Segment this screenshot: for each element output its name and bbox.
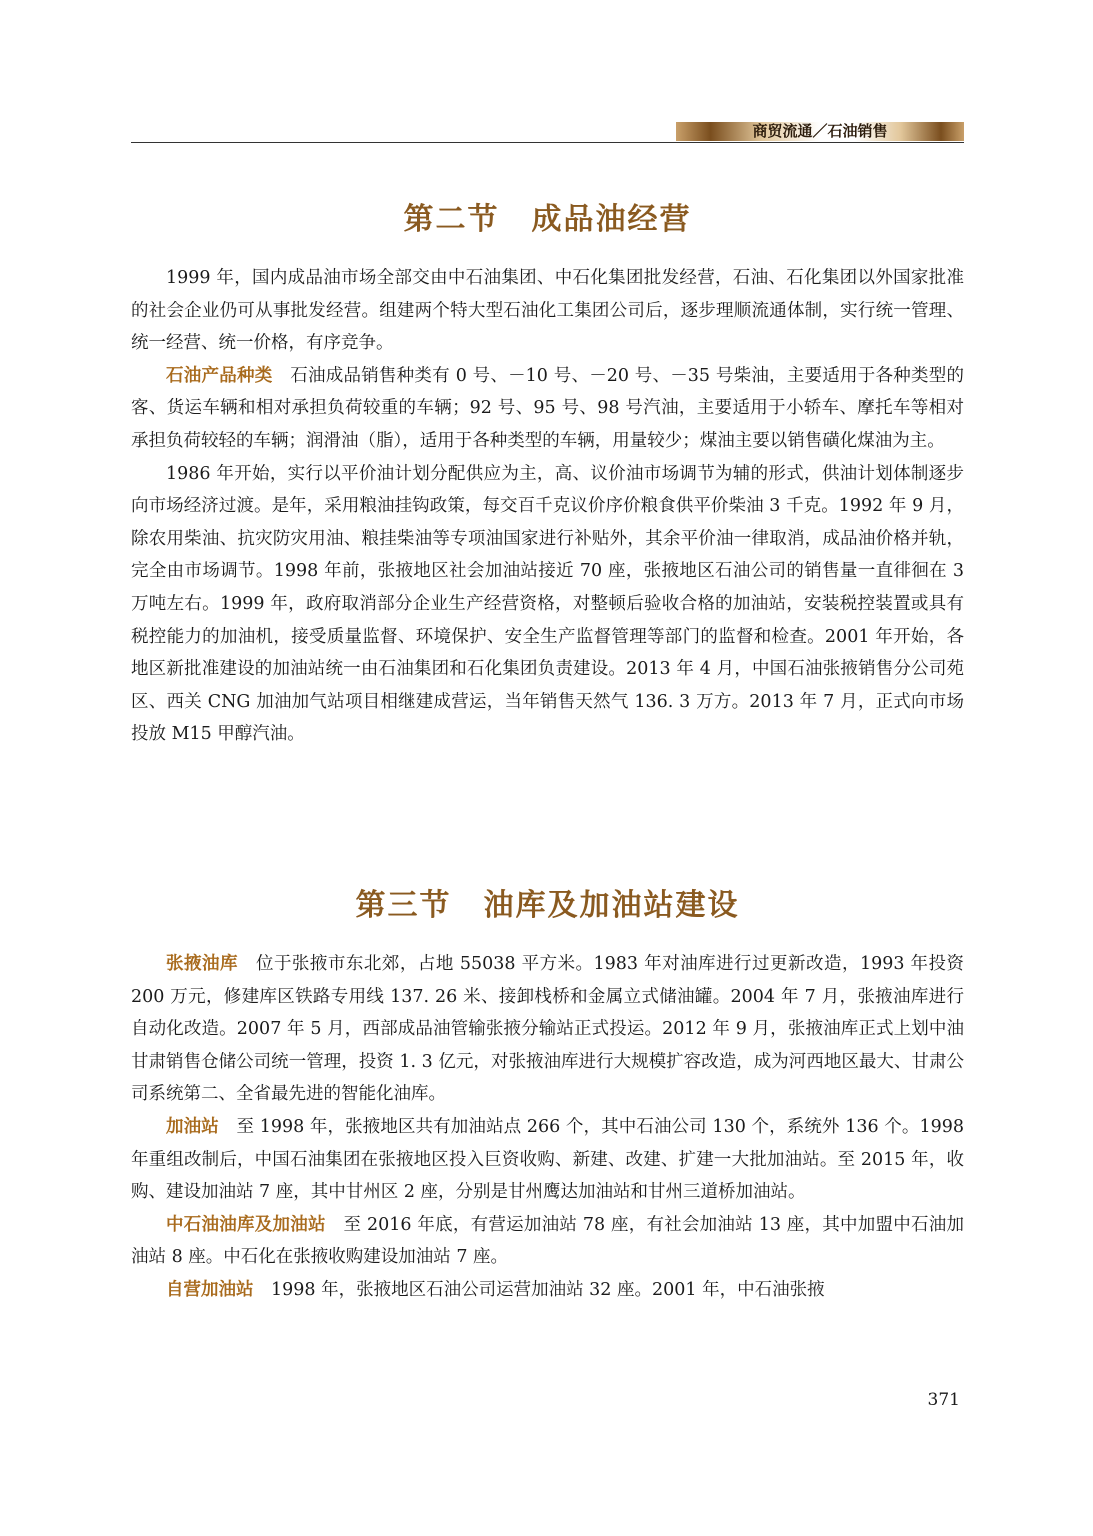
paragraph — [131, 948, 964, 1111]
paragraph — [131, 1111, 964, 1209]
header-rule — [131, 142, 964, 143]
paragraph — [131, 458, 964, 751]
section-2-body — [131, 262, 964, 751]
paragraph-text: 1986 年开始，实行以平价油计划分配供应为主，高、议价油市场调节为辅的形式，供油计划体制逐步向市场经济过渡。是年，采用粮油挂钩政策，每交百千克议价序价粮食供平价柴油 3 千克。1992 年 9 月，除农用柴油、抗灾防灾用油、粮挂柴油等专项油国家进行补贴外，其余平价油一律取消，成品油价格并轨，完全由市场调节。1998 年前，张掖地区社会加油站接近 70 座，张掖地区石油公司的销售量一直徘徊在 3 万吨左右。1999 年，政府取消部分企业生产经营资格，对整顿后验收合格的加油站，安装税控装置或具有税控能力的加油机，接受质量监督、环境保护、安全生产监督管理等部门的监督和检查。2001 年开始，各地区新批准建设的加油站统一由石油集团和石化集团负责建设。2013 年 4 月，中国石油张掖销售分公司苑区、西关 CNG 加油加气站项目相继建成营运，当年销售天然气 136. 3 万方。2013 年 7 月，正式向市场投放 M15 甲醇汽油。 — [131, 463, 964, 745]
section-title-2: 第二节 成品油经营 — [403, 202, 692, 237]
paragraph-keyword: 中石油油库及加油站 — [166, 1214, 326, 1235]
paragraph-text: 至 2016 年底，有营运加油站 78 座，有社会加油站 13 座，其中加盟中石油加油站 8 座。中石化在张掖收购建设加油站 7 座。 — [131, 1214, 965, 1268]
paragraph-text: 位于张掖市东北郊，占地 55038 平方米。1983 年对油库进行过更新改造，1993 年投资 200 万元，修建库区铁路专用线 137. 26 米、接卸栈桥和金属立式储油罐。2004 年 7 月，张掖油库进行自动化改造。2007 年 5 月，西部成品油管输张掖分输站正式投运。2012 年 9 月，张掖油库正式上划中油甘肃销售仓储公司统一管理，投资 1. 3 亿元，对张掖油库进行大规模扩容改造，成为河西地区最大、甘肃公司系统第二、全省最先进的智能化油库。 — [131, 954, 965, 1105]
paragraph-text: 石油成品销售种类有 0 号、－10 号、－20 号、－35 号柴油，主要适用于各种类型的客、货运车辆和相对承担负荷较重的车辆；92 号、95 号、98 号汽油，主要适用于小轿车、摩托车等相对承担负荷较轻的车辆；润滑油（脂），适用于各种类型的车辆，用量较少；煤油主要以销售磺化煤油为主。 — [131, 365, 965, 451]
running-header: 商贸流通／石油销售 — [752, 122, 888, 140]
section-3-body — [131, 948, 964, 1307]
paragraph-keyword: 张掖油库 — [166, 954, 238, 974]
paragraph-keyword: 石油产品种类 — [166, 365, 273, 386]
paragraph — [131, 262, 964, 360]
paragraph-text: 1999 年，国内成品油市场全部交由中石油集团、中石化集团批发经营，石油、石化集团以外国家批准的社会企业仍可从事批发经营。组建两个特大型石油化工集团公司后，逐步理顺流通体制，实行统一管理、统一经营、统一价格，有序竞争。 — [131, 268, 964, 354]
paragraph-keyword: 加油站 — [166, 1116, 219, 1137]
page-number: 371 — [927, 1390, 960, 1410]
paragraph-text: 1998 年，张掖地区石油公司运营加油站 32 座。2001 年，中石油张掖 — [271, 1279, 825, 1300]
paragraph — [131, 360, 964, 458]
paragraph-keyword: 自营加油站 — [166, 1279, 254, 1300]
section-title-3: 第三节 油库及加油站建设 — [355, 888, 740, 923]
paragraph-text: 至 1998 年，张掖地区共有加油站点 266 个，其中石油公司 130 个，系统外 136 个。1998 年重组改制后，中国石油集团在张掖地区投入巨资收购、新建、改建、扩建一大批加油站。至 2015 年，收购、建设加油站 7 座，其中甘州区 2 座，分别是甘州鹰达加油站和甘州三道桥加油站。 — [131, 1116, 965, 1203]
paragraph — [131, 1274, 964, 1307]
paragraph — [131, 1209, 964, 1274]
